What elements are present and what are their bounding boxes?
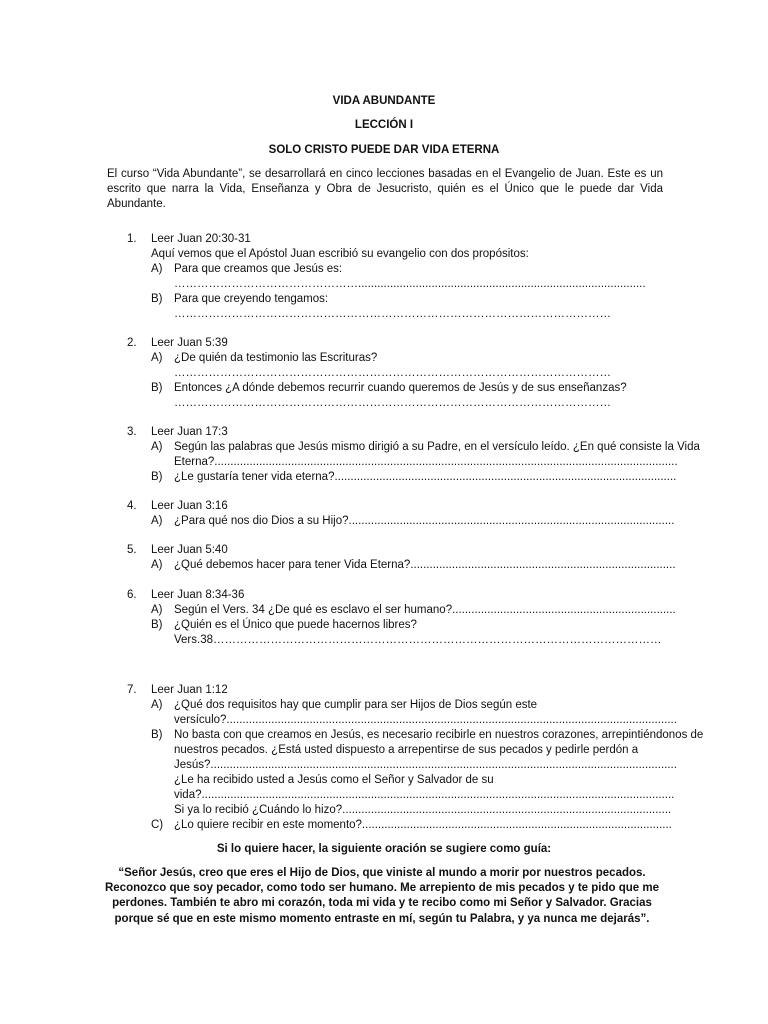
sub-question-letter: A) xyxy=(151,604,163,616)
sub-question-text: ¿De quién da testimonio las Escrituras? xyxy=(174,352,378,364)
sub-question-text: ¿Qué dos requisitos hay que cumplir para ser Hijos de Dios según este xyxy=(174,699,538,711)
bible-reference: Leer Juan 17:3 xyxy=(151,426,228,438)
question-intro-line: Aquí vemos que el Apóstol Juan escribió su evangelio con dos propósitos: xyxy=(151,248,529,260)
sub-question-letter: A) xyxy=(151,441,163,453)
sub-question-text: ¿Le gustaría tener vida eterna?........................................................................................................... xyxy=(174,471,677,483)
sub-question-text-continued: Si ya lo recibió ¿Cuándo lo hizo?....................................................................................................... xyxy=(174,804,672,816)
bible-reference: Leer Juan 5:40 xyxy=(151,544,228,556)
answer-line: Vers.38……………………………………………………………………………………………………… xyxy=(174,634,662,646)
prayer-text: “Señor Jesús, creo que eres el Hijo de Dios, que viniste al mundo a morir por nuestros pecados. Reconozco que soy pecador, como todo ser humano. Me arrepiento de mis pecados y te pido que me perdones. También te abro mi corazón, toda mi vida y te recibo como mi Señor y Salvador. Gracias porque sé que en este mismo momento entraste en mí, según tu Palabra, y ya nunca me dejarás”. xyxy=(104,867,660,925)
bible-reference: Leer Juan 20:30-31 xyxy=(151,233,251,245)
sub-question-letter: B) xyxy=(151,729,163,741)
sub-question-letter: A) xyxy=(151,352,163,364)
sub-question-letter: B) xyxy=(151,293,163,305)
bible-reference: Leer Juan 8:34-36 xyxy=(151,589,245,601)
sub-question-letter: A) xyxy=(151,515,163,527)
sub-question-text-continued: Jesús?.................................................................................................................................................. xyxy=(174,759,677,771)
answer-line: …………………………………………………………………………………………………… xyxy=(174,367,611,379)
prayer-heading: Si lo quiere hacer, la siguiente oración se sugiere como guía: xyxy=(216,843,552,855)
sub-question-text: ¿Qué debemos hacer para tener Vida Eterna?................................................................................... xyxy=(174,559,676,571)
sub-question-letter: B) xyxy=(151,619,163,631)
page-title: VIDA ABUNDANTE xyxy=(332,95,436,107)
sub-question-letter: C) xyxy=(151,819,164,831)
sub-question-text: Entonces ¿A dónde debemos recurrir cuando queremos de Jesús y de sus enseñanzas? xyxy=(174,382,627,394)
sub-question-letter: A) xyxy=(151,263,163,275)
sub-question-text: ¿Lo quiere recibir en este momento?................................................................................................. xyxy=(174,819,672,831)
lesson-subtitle: SOLO CRISTO PUEDE DAR VIDA ETERNA xyxy=(268,144,500,156)
sub-question-text-continued: versículo?............................................................................................................................................. xyxy=(174,714,677,726)
sub-question-text: Para que creyendo tengamos: xyxy=(174,293,329,305)
question-number: 3. xyxy=(127,426,137,438)
sub-question-text-continued: vida?.................................................................................................................................................... xyxy=(174,789,675,801)
answer-line: …………………………………………………………………………………………………… xyxy=(174,397,611,409)
question-number: 5. xyxy=(127,544,137,556)
answer-line: ………………………………………….......................................................................................... xyxy=(174,278,646,290)
intro-paragraph: El curso “Vida Abundante”, se desarrollará en cinco lecciones basadas en el Evangelio de Juan. Este es un escrito que narra la Vida, Enseñanza y Obra de Jesucristo, quién es el Único que le puede dar Vida Abundante. xyxy=(107,168,663,210)
question-number: 6. xyxy=(127,589,137,601)
sub-question-text-continued: Eterna?................................................................................................................................................. xyxy=(174,456,678,468)
sub-question-text-continued: ¿Le ha recibido usted a Jesús como el Señor y Salvador de su xyxy=(174,774,494,786)
sub-question-letter: B) xyxy=(151,471,163,483)
sub-question-text: Según las palabras que Jesús mismo dirigió a su Padre, en el versículo leído. ¿En qué consiste la Vida xyxy=(174,441,700,453)
sub-question-letter: B) xyxy=(151,382,163,394)
sub-question-letter: A) xyxy=(151,559,163,571)
bible-reference: Leer Juan 5:39 xyxy=(151,337,228,349)
question-number: 4. xyxy=(127,500,137,512)
sub-question-text: ¿Para qué nos dio Dios a su Hijo?...................................................................................................... xyxy=(174,515,675,527)
sub-question-letter: A) xyxy=(151,699,163,711)
sub-question-text: ¿Quién es el Único que puede hacernos libres? xyxy=(174,619,417,631)
question-number: 2. xyxy=(127,337,137,349)
sub-question-text: Según el Vers. 34 ¿De qué es esclavo el ser humano?...................................................................... xyxy=(174,604,676,616)
sub-question-text: Para que creamos que Jesús es: xyxy=(174,263,343,275)
sub-question-text-continued: nuestros pecados. ¿Está usted dispuesto a arrepentirse de sus pecados y pedirle perdón a xyxy=(174,744,639,756)
question-number: 7. xyxy=(127,684,137,696)
lesson-heading: LECCIÓN I xyxy=(354,119,414,131)
answer-line: …………………………………………………………………………………………………… xyxy=(174,308,611,320)
question-number: 1. xyxy=(127,233,137,245)
bible-reference: Leer Juan 3:16 xyxy=(151,500,228,512)
bible-reference: Leer Juan 1:12 xyxy=(151,684,228,696)
sub-question-text: No basta con que creamos en Jesús, es necesario recibirle en nuestros corazones, arrepintiéndonos de xyxy=(174,729,704,741)
